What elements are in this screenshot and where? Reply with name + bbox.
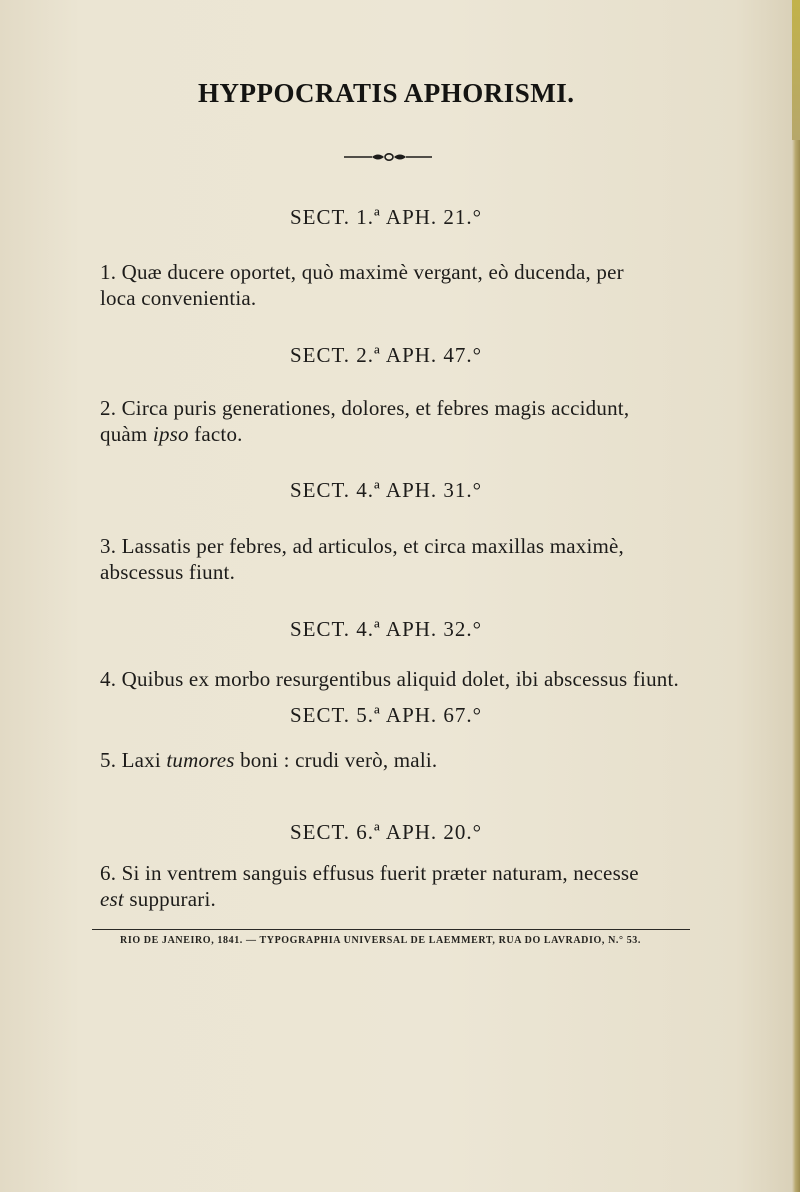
aphorism-line: est suppurari. <box>100 887 216 911</box>
italic-word: ipso <box>152 422 189 446</box>
page-edge-tab <box>792 0 800 140</box>
italic-word: est <box>100 887 124 911</box>
section-heading: SECT. 4.ª APH. 32.° <box>290 617 483 641</box>
aphorism-line: 5. Laxi tumores boni : crudi verò, mali. <box>100 748 438 772</box>
section-heading: SECT. 1.ª APH. 21.° <box>290 205 483 229</box>
aphorism-text <box>100 395 629 447</box>
aphorism-line: loca convenientia. <box>100 286 257 310</box>
ornament-divider-icon <box>344 150 432 164</box>
aphorism-text <box>100 747 437 773</box>
aphorism-line: 3. Lassatis per febres, ad articulos, et circa maxillas maximè, <box>100 534 624 558</box>
page-title: HYPPOCRATIS APHORISMI. <box>198 78 575 108</box>
aphorism-line: 6. Si in ventrem sanguis effusus fuerit præter naturam, necesse <box>100 861 639 885</box>
aphorism-line: 4. Quibus ex morbo resurgentibus aliquid dolet, ibi abscessus fiunt. <box>100 667 679 691</box>
section-heading: SECT. 5.ª APH. 67.° <box>290 703 483 727</box>
section-heading: SECT. 4.ª APH. 31.° <box>290 478 483 502</box>
page-edge <box>792 0 800 1192</box>
aphorism-line: abscessus fiunt. <box>100 560 236 584</box>
aphorism-text <box>100 860 639 912</box>
aphorism-text <box>100 666 679 692</box>
aphorism-text <box>100 259 624 311</box>
italic-word: tumores <box>166 748 235 772</box>
aphorism-line: quàm ipso facto. <box>100 422 243 446</box>
section-heading: SECT. 2.ª APH. 47.° <box>290 343 483 367</box>
imprint-footer: RIO DE JANEIRO, 1841. — TYPOGRAPHIA UNIVERSAL DE LAEMMERT, RUA DO LAVRADIO, N.° 53. <box>120 935 641 946</box>
footer-rule <box>92 929 690 930</box>
aphorism-line: 1. Quæ ducere oportet, quò maximè vergant, eò ducenda, per <box>100 260 624 284</box>
section-heading: SECT. 6.ª APH. 20.° <box>290 820 483 844</box>
aphorism-text <box>100 533 624 585</box>
aphorism-line: 2. Circa puris generationes, dolores, et febres magis accidunt, <box>100 396 630 420</box>
